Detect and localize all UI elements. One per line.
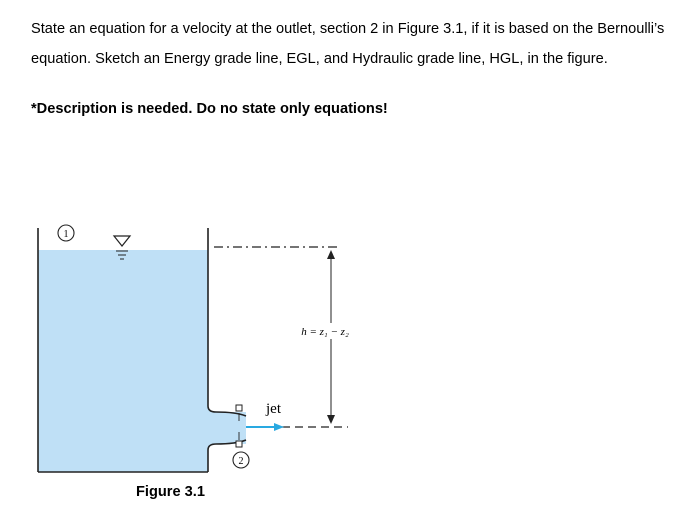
section-2-mark-top: [236, 405, 242, 411]
figure-caption: Figure 3.1: [136, 484, 205, 500]
tank-water: [38, 250, 246, 472]
description-note: *Description is needed. Do no state only equations!: [31, 101, 388, 117]
head-arrow-top: [327, 250, 335, 259]
jet-label: jet: [266, 401, 281, 417]
jet-arrow-head: [274, 423, 284, 431]
head-label: h = z₁ − z₂: [301, 326, 349, 338]
head-arrow-bottom: [327, 415, 335, 424]
section-2-mark-bottom: [236, 441, 242, 447]
section-2-label: 2: [238, 456, 244, 467]
question-text: State an equation for a velocity at the outlet, section 2 in Figure 3.1, if it is based on the Bernoulli’s equation. Sketch an Energy grade line, EGL, and Hydraulic grade line, HGL, in the figure.: [31, 21, 665, 67]
tank-wall-right: [208, 228, 246, 416]
free-surface-symbol: [114, 236, 130, 246]
section-1-label: 1: [63, 229, 69, 240]
